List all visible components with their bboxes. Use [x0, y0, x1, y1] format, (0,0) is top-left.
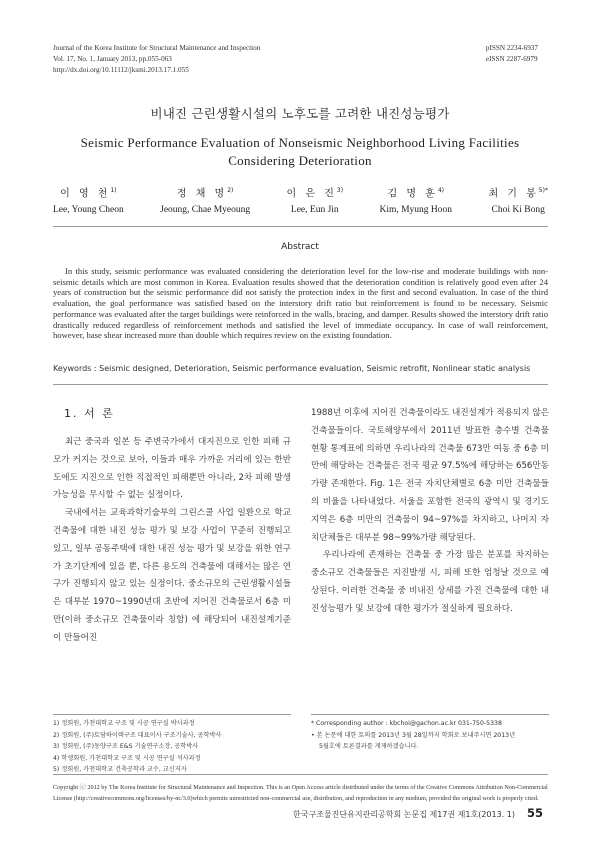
- volume-info: Vol. 17, No. 1, January 2013, pp.055-063: [53, 55, 172, 63]
- section-heading: 1. 서 론: [64, 407, 115, 420]
- author-name-en: Kim, Myung Hoon: [379, 205, 453, 216]
- page-number: 55: [526, 806, 543, 820]
- author-name-en: Lee, Young Cheon: [53, 205, 124, 216]
- author: [287, 182, 344, 219]
- footnote-divider: [53, 714, 291, 715]
- footnote: 1) 정회원, 가천대학교 구조 및 시공 연구실 박사과정: [53, 720, 195, 727]
- abstract-text: In this study, seismic performance was evaluated considering the deterioration level for the low-rise and moderate buildings with non-seismic details which are most common in Korea. Evaluation results showed that the deterioration condition is relatively good even after 24 years of construction but the seismic performance did not satisfy the protection index in the first and second evaluation. In case of the third evaluation, the goal performance was satisfied based on the interstory drift ratio but reinforcement is found to be necessary. Seismic performance was evaluated after the target buildings were reinforced in the walls, bracing, and damper. Results showed the interstory drift ratio drastically reduced regardless of reinforcement methods and satisfied the level of immediate occupancy. In case of wall reinforcement, however, base shear increased more than double which requires review on the existing foundation.: [53, 266, 548, 341]
- pissn: pISSN 2234-6937: [485, 44, 538, 52]
- footnotes-right: [311, 714, 549, 753]
- footnotes-left: [53, 714, 291, 776]
- journal-name: Journal of the Korea Institute for Structural Maintenance and Inspection: [53, 44, 261, 52]
- body-paragraph: 1988년 이후에 지어진 건축물이라도 내진설계가 적용되지 않은 건축물들이다. 국토해양부에서 2011년 발표한 층수별 건축물 현황 통계표에 의하면 우리나라의 건축물 673만 여동 중 6층 미만에 해당하는 건축물은 전국 평균 97.5%에 해당하는 656만동 가량 존재한다. Fig. 1은 전국 자치단체별로 6층 미만 건축물들의 비율을 나타내었다. 서울을 포함한 전국의 광역시 및 경기도 지역은 6층 미만의 건축물이 94~97%를 차지하고, 나머지 자치단체들은 대부분 98~99%가량 해당된다.: [311, 408, 549, 543]
- footnote: 2) 정회원, (주)토담하이텍구조 대표이사 구조기술사, 공학박사: [53, 731, 222, 739]
- author-affiliation-mark: 5)*: [538, 187, 548, 194]
- title-english-line1: Seismic Performance Evaluation of Nonseismic Neighborhood Living Facilities: [80, 135, 520, 150]
- issn-block: [486, 43, 538, 65]
- footnote: • 본 논문에 대한 토의를 2013년 3월 28일까지 학회로 보내주시면 2013년: [311, 731, 516, 739]
- author: [488, 182, 548, 219]
- body-paragraph: 최근 중국과 일본 등 주변국가에서 대지진으로 인한 피해 규모가 커지는 것으로 보아, 이들과 매우 가까운 거리에 있는 한반도에도 지진으로 인한 직접적인 피해뿐만 아니라, 2차 피해 발생 가능성을 무시할 수 없는 실정이다.: [53, 437, 291, 501]
- author-name-ko: 이 은 진: [286, 188, 337, 200]
- author-affiliation-mark: 4): [437, 187, 444, 194]
- body-column-right: [311, 405, 549, 619]
- divider: [53, 226, 548, 227]
- abstract-heading: Abstract: [281, 242, 319, 252]
- author-name-ko: 김 명 훈: [387, 188, 438, 200]
- doi-link[interactable]: http://dx.doi.org/10.11112/jksmi.2013.17.1.055: [53, 66, 189, 74]
- keywords-text: Seismic designed, Deterioration, Seismic performance evaluation, Seismic retrofit, Nonlinear static analysis: [99, 364, 531, 373]
- author-name-ko: 정 채 명: [176, 188, 228, 200]
- title-english: [0, 134, 600, 170]
- body-column-left: [53, 434, 291, 648]
- author: [160, 182, 250, 219]
- divider: [53, 774, 548, 775]
- keywords: [53, 364, 548, 373]
- body-paragraph: 국내에서는 교육과학기술부의 그린스쿨 사업 일환으로 학교 건축물에 대한 내진 성능 평가 및 보강 사업이 꾸준히 진행되고 있고, 일부 공동주택에 대한 내진 성능 평가 및 보강을 위한 연구가 초기단계에 있을 뿐, 다른 용도의 건축물에 대해서는 많은 연구가 진행되지 않고 있는 실정이다. 중소규모의 근린생활시설들은 대부분 1970~1990년대 초반에 지어진 건축물로서 6층 미만(이하 중소규모 건축물이라 칭함) 에 해당되어 내진설계기준이 만들어진: [53, 508, 291, 643]
- footnote-divider: [311, 714, 549, 715]
- footnote: 4) 학생회원, 가천대학교 구조 및 시공 연구실 석사과정: [53, 754, 201, 762]
- author-list: [53, 182, 548, 219]
- corresponding-author: * Corresponding author : kbchoi@gachon.ac.kr 031-750-5338: [311, 720, 502, 727]
- divider: [53, 384, 548, 385]
- title-korean: 비내진 근린생활시설의 노후도를 고려한 내진성능평가: [150, 106, 450, 121]
- author-name-en: Lee, Eun Jin: [290, 205, 339, 216]
- footnote: 3) 정회원, (주)동양구조 E&S 기술연구소장, 공학박사: [53, 743, 199, 750]
- title-english-line2: Considering Deterioration: [228, 153, 372, 168]
- author-affiliation-mark: 2): [227, 187, 234, 194]
- journal-header: [53, 43, 260, 76]
- eissn: eISSN 2287-6979: [485, 55, 538, 63]
- author-name-en: Jeoung, Chae Myeoung: [160, 205, 251, 216]
- author: [53, 182, 124, 219]
- author-name-ko: 최 기 봉: [488, 188, 539, 200]
- author-affiliation-mark: 1): [110, 187, 117, 194]
- footnote: 5) 정회원, 가천대학교 건축공학과 교수, 교신저자: [53, 766, 187, 773]
- keywords-label: Keywords :: [53, 364, 97, 373]
- author-name-en: Choi Ki Bong: [491, 205, 545, 216]
- footnote: 5월호에 토론결과를 게재하겠습니다.: [319, 743, 419, 750]
- page-footer: [293, 806, 543, 820]
- copyright-notice: Copyright ⓒ 2012 by The Korea Institute for Structural Maintenance and Inspection. This is an Open Access article distributed under the terms of the Creative Commons Attribution Non-Commercial License (http://creativecommons.org/licenses/by-nc/3.0)which permits unrestricted non-commercial use, distribution, and reproduction in any medium, provided the original work is properly cited.: [53, 784, 548, 803]
- author-name-ko: 이 영 천: [60, 188, 111, 200]
- author: [379, 182, 452, 219]
- author-affiliation-mark: 3): [336, 187, 344, 194]
- body-paragraph: 우리나라에 존재하는 건축물 중 가장 많은 분포를 차지하는 중소규모 건축물들은 지진발생 시, 피해 또한 엄청날 것으로 예상된다. 이러한 건축물 중 비내진 상세를 가진 건축물에 대한 내진성능평가 및 보강에 대한 평가가 절실하게 필요하다.: [311, 550, 549, 614]
- footer-journal: 한국구조물진단유지관리공학회 논문집 제17권 제1호(2013. 1): [293, 810, 515, 819]
